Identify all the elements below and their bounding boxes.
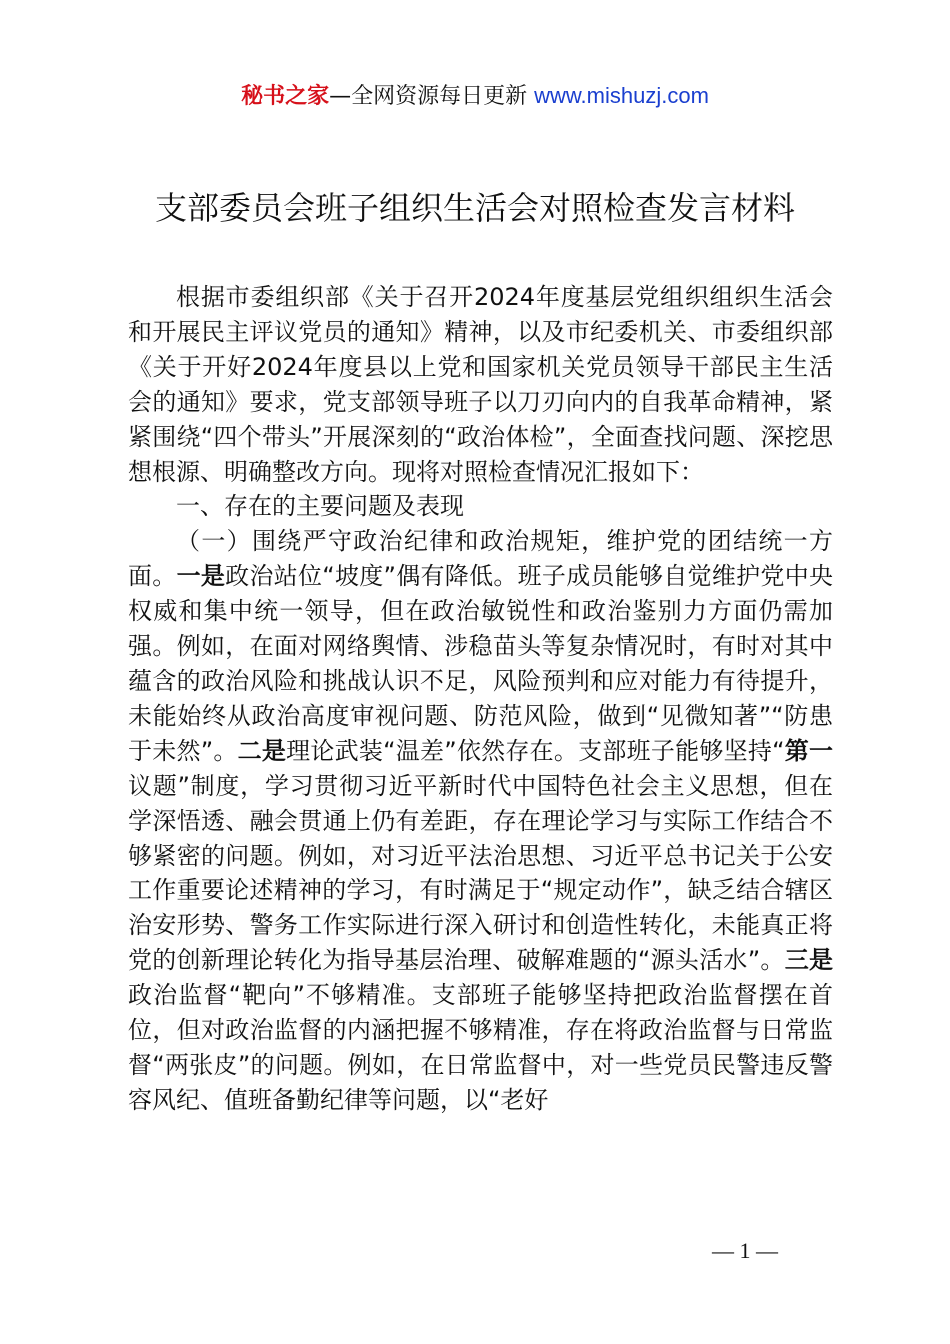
point-text-2a: 理论武装“温差”依然存在。支部班子能够坚持“ <box>286 736 785 765</box>
item-lead: （一）围绕严守政治纪律和政治规矩，维护党的团结统一方面。 <box>128 527 833 591</box>
section-heading: 一、存在的主要问题及表现 <box>176 492 464 521</box>
document-title: 支部委员会班子组织生活会对照检查发言材料 <box>154 189 795 227</box>
page-number: — 1 — <box>712 1238 778 1263</box>
site-url-link[interactable]: www.mishuzj.com <box>534 83 709 108</box>
point-text-3: 政治监督“靶向”不够精准。支部班子能够坚持把政治监督摆在首位，但对政治监督的内涵把握不够精准，存在将政治监督与日常监督“两张皮”的问题。例如，在日常监督中，对一些党员民警违反警容风纪、值班备勤纪律等问题，以“老好 <box>128 981 833 1114</box>
point-text-1: 政治站位“坡度”偶有降低。班子成员能够自觉维护党中央权威和集中统一领导，但在政治敏锐性和政治鉴别力方面仍需加强。例如，在面对网络舆情、涉稳苗头等复杂情况时，有时对其中蕴含的政治风险和挑战认识不足，风险预判和应对能力有待提升，未能始终从政治高度审视问题、防范风险，做到“见微知著”“防患于未然”。 <box>128 562 833 765</box>
banner-slogan: —全网资源每日更新 <box>329 84 528 109</box>
point-keyword-3: 三是 <box>784 946 833 975</box>
document-body <box>128 280 833 1118</box>
section-item-paragraph <box>128 524 833 1117</box>
brand-name: 秘书之家 <box>241 84 330 109</box>
point-text-2b: 议题”制度，学习贯彻习近平新时代中国特色社会主义思想，但在学深悟透、融会贯通上仍有差距，存在理论学习与实际工作结合不够紧密的问题。例如，对习近平法治思想、习近平总书记关于公安工作重要论述精神的学习，有时满足于“规定动作”，缺乏结合辖区治安形势、警务工作实际进行深入研讨和创造性转化，未能真正将党的创新理论转化为指导基层治理、破解难题的“源头活水”。 <box>128 771 833 975</box>
point-keyword-2-inner: 第一 <box>784 736 833 765</box>
intro-paragraph: 根据市委组织部《关于召开2024年度基层党组织组织生活会和开展民主评议党员的通知》精神，以及市纪委机关、市委组织部《关于开好2024年度县以上党和国家机关党员领导干部民主生活会的通知》要求，党支部领导班子以刀刃向内的自我革命精神，紧紧围绕“四个带头”开展深刻的“政治体检”，全面查找问题、深挖思想根源、明确整改方向。现将对照检查情况汇报如下： <box>128 283 833 486</box>
site-banner <box>0 80 950 113</box>
point-keyword-1: 一是 <box>176 562 226 591</box>
point-keyword-2: 二是 <box>237 736 287 765</box>
